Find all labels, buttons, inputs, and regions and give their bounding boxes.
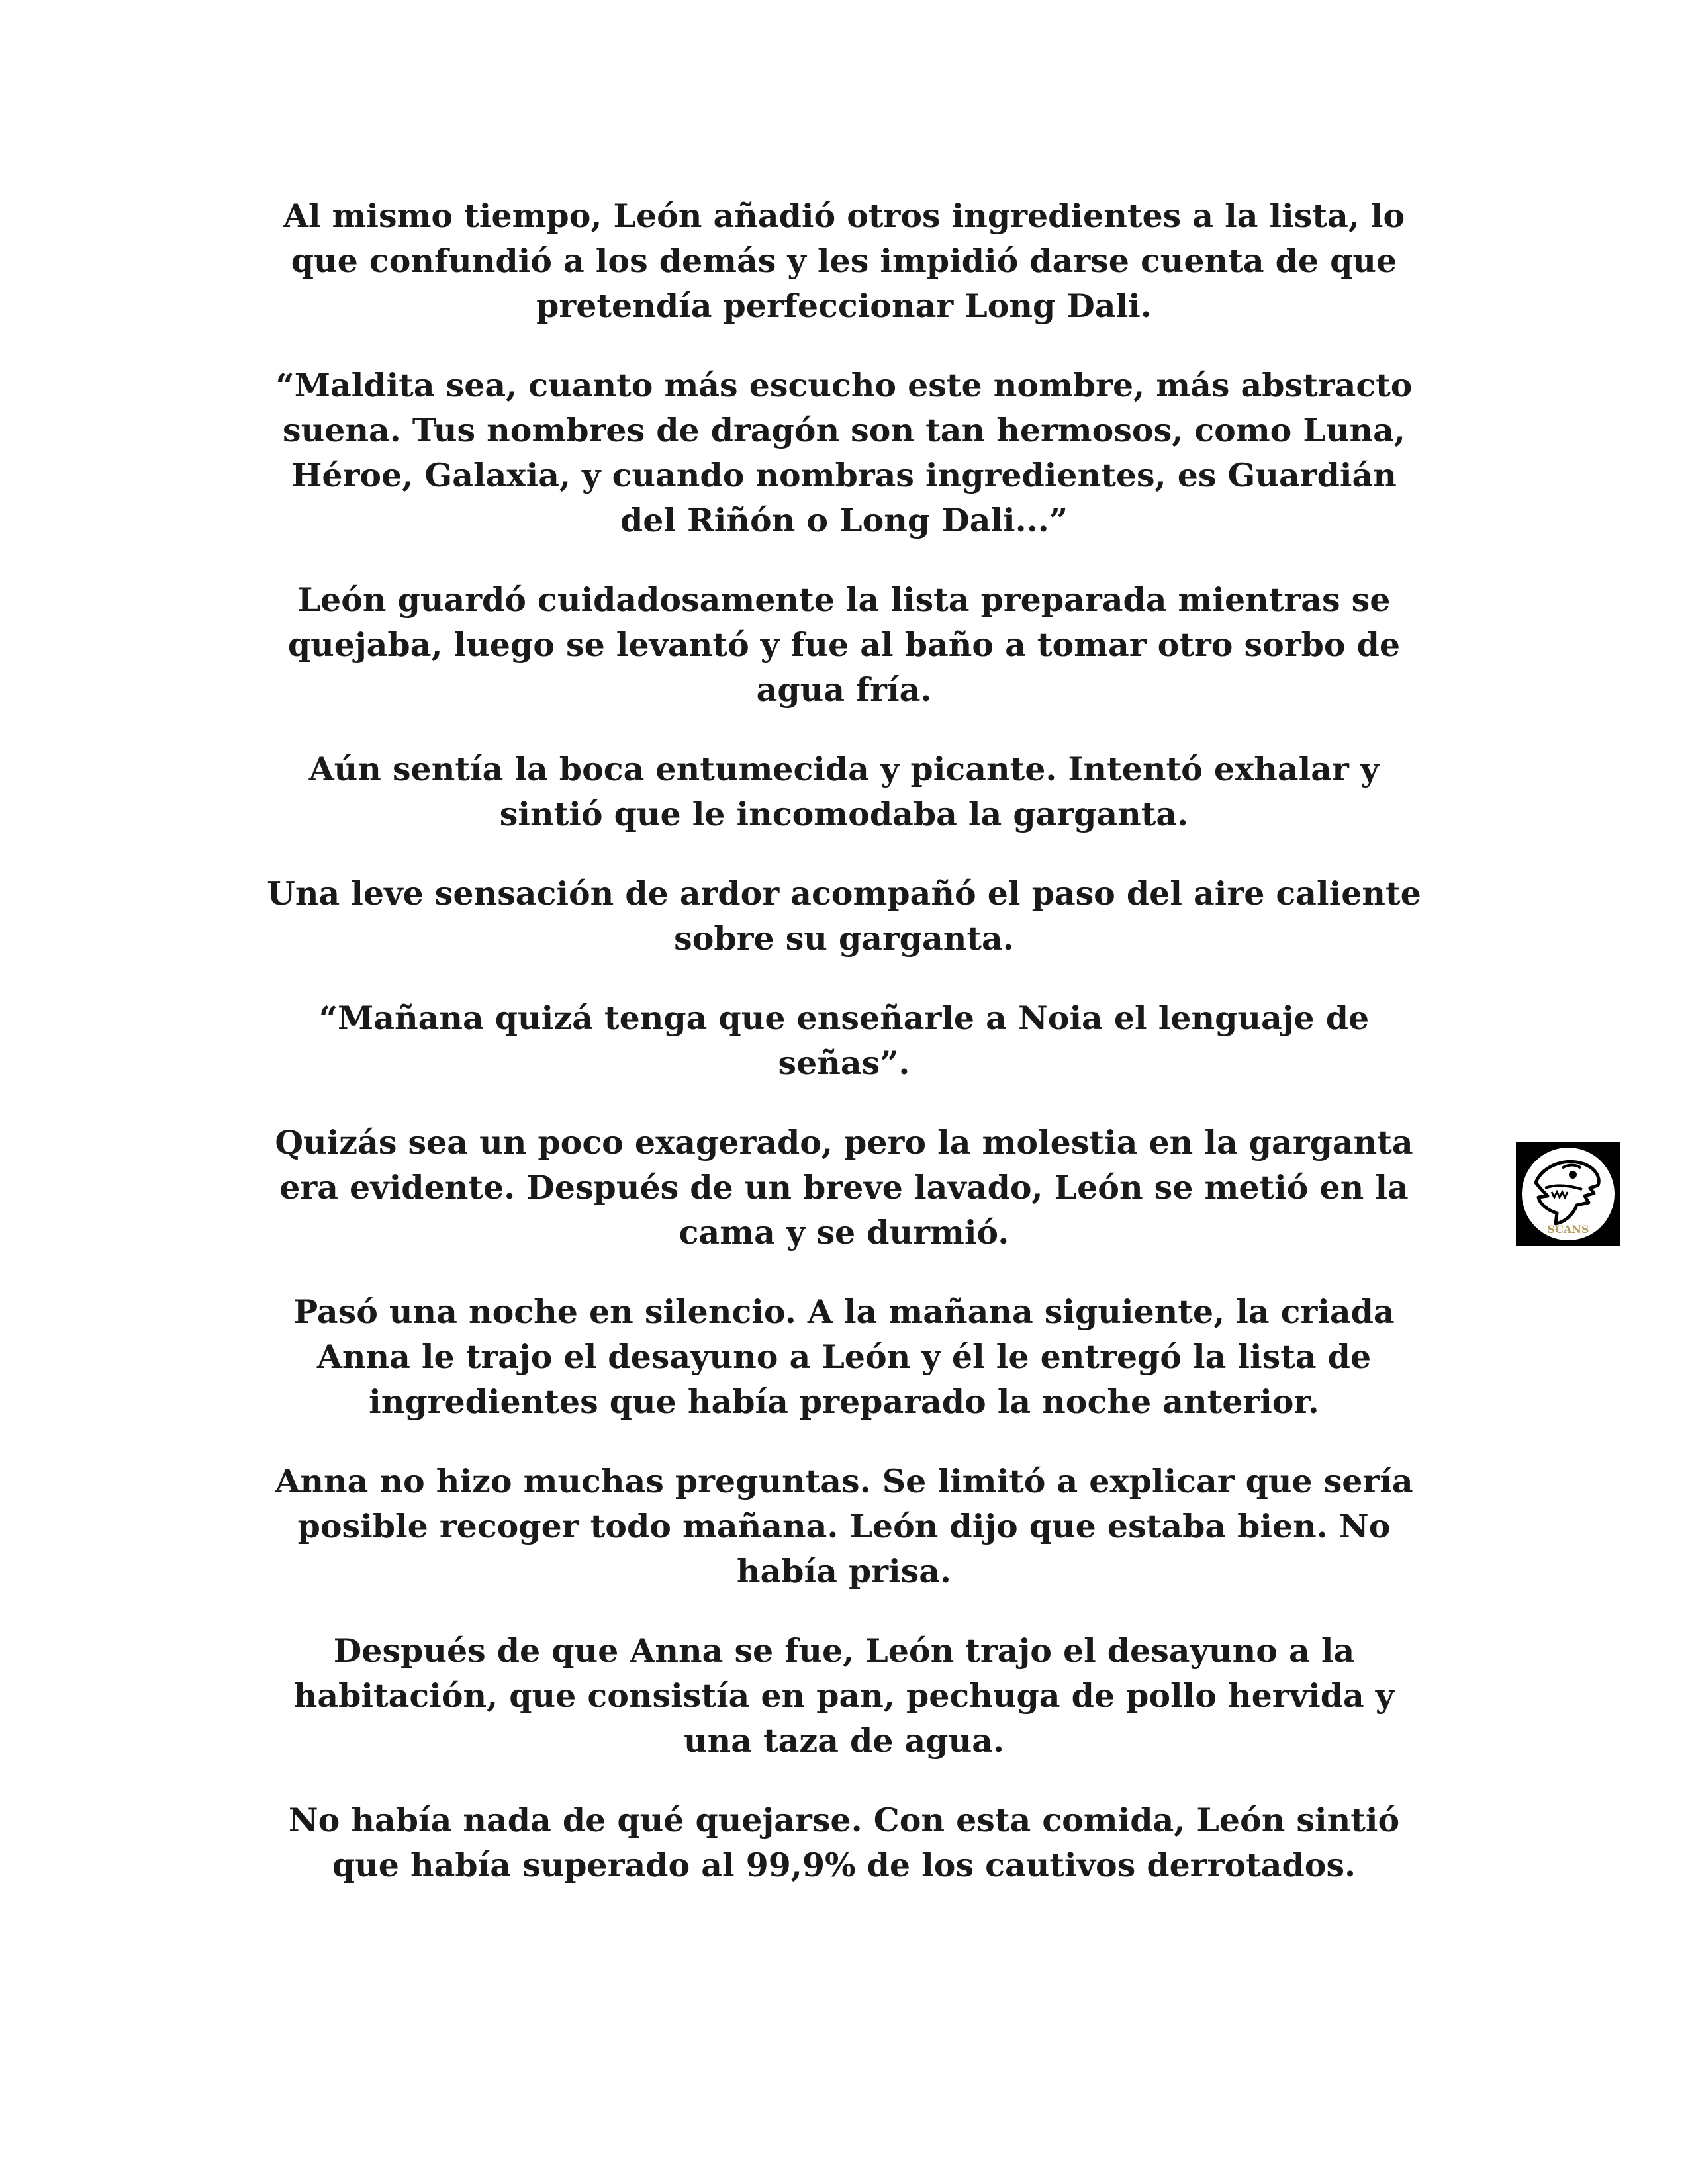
text-line: León guardó cuidadosamente la lista preparada mientras se bbox=[297, 580, 1391, 619]
paragraph bbox=[225, 1628, 1463, 1763]
paragraph bbox=[225, 871, 1463, 961]
text-line: Anna le trajo el desayuno a León y él le entregó la lista de bbox=[316, 1338, 1372, 1376]
text-line: “Maldita sea, cuanto más escucho este nombre, más abstracto bbox=[275, 366, 1413, 404]
text-line: que confundió a los demás y les impidió darse cuenta de que bbox=[291, 242, 1397, 280]
body-text bbox=[225, 193, 1463, 1922]
paragraph bbox=[225, 193, 1463, 328]
paragraph bbox=[225, 1797, 1463, 1888]
text-line: del Riñón o Long Dali...” bbox=[620, 501, 1068, 539]
paragraph bbox=[225, 747, 1463, 837]
text-line: que había superado al 99,9% de los cautivos derrotados. bbox=[332, 1846, 1356, 1884]
text-line: pretendía perfeccionar Long Dali. bbox=[536, 287, 1152, 325]
text-line: cama y se durmió. bbox=[679, 1213, 1009, 1251]
text-line: Una leve sensación de ardor acompañó el paso del aire caliente bbox=[267, 874, 1421, 913]
text-line: No había nada de qué quejarse. Con esta comida, León sintió bbox=[288, 1801, 1400, 1839]
paragraph bbox=[225, 577, 1463, 712]
paragraph bbox=[225, 1289, 1463, 1424]
text-line: sintió que le incomodaba la garganta. bbox=[499, 795, 1189, 833]
text-line: una taza de agua. bbox=[683, 1721, 1005, 1760]
text-line: sobre su garganta. bbox=[674, 919, 1014, 958]
paragraph bbox=[225, 1120, 1463, 1255]
text-line: habitación, que consistía en pan, pechuga de pollo hervida y bbox=[293, 1676, 1395, 1715]
text-line: Anna no hizo muchas preguntas. Se limitó a explicar que sería bbox=[275, 1462, 1413, 1500]
text-line: posible recoger todo mañana. León dijo que estaba bien. No bbox=[297, 1507, 1391, 1545]
text-line: Quizás sea un poco exagerado, pero la molestia en la garganta bbox=[275, 1123, 1413, 1161]
text-line: suena. Tus nombres de dragón son tan hermosos, como Luna, bbox=[283, 411, 1405, 449]
logo-text: SCANS bbox=[1547, 1223, 1589, 1236]
text-line: “Mañana quizá tenga que enseñarle a Noia el lenguaje de bbox=[318, 999, 1370, 1037]
paragraph bbox=[225, 995, 1463, 1085]
text-line: Al mismo tiempo, León añadió otros ingredientes a la lista, lo bbox=[283, 197, 1405, 235]
text-line: agua fría. bbox=[756, 670, 932, 709]
text-line: Aún sentía la boca entumecida y picante. Intentó exhalar y bbox=[308, 750, 1380, 788]
scanlation-logo bbox=[1516, 1142, 1620, 1246]
paragraph bbox=[225, 363, 1463, 543]
text-line: señas”. bbox=[778, 1044, 910, 1082]
paragraph bbox=[225, 1459, 1463, 1594]
text-line: Héroe, Galaxia, y cuando nombras ingredientes, es Guardián bbox=[291, 456, 1397, 494]
text-line: había prisa. bbox=[736, 1552, 952, 1590]
text-line: Pasó una noche en silencio. A la mañana siguiente, la criada bbox=[293, 1293, 1395, 1331]
text-line: quejaba, luego se levantó y fue al baño a tomar otro sorbo de bbox=[287, 625, 1401, 664]
text-line: era evidente. Después de un breve lavado, León se metió en la bbox=[279, 1168, 1409, 1206]
dinosaur-logo-icon bbox=[1516, 1142, 1620, 1246]
text-line: Después de que Anna se fue, León trajo el desayuno a la bbox=[333, 1631, 1355, 1670]
text-line: ingredientes que había preparado la noche anterior. bbox=[369, 1383, 1319, 1421]
